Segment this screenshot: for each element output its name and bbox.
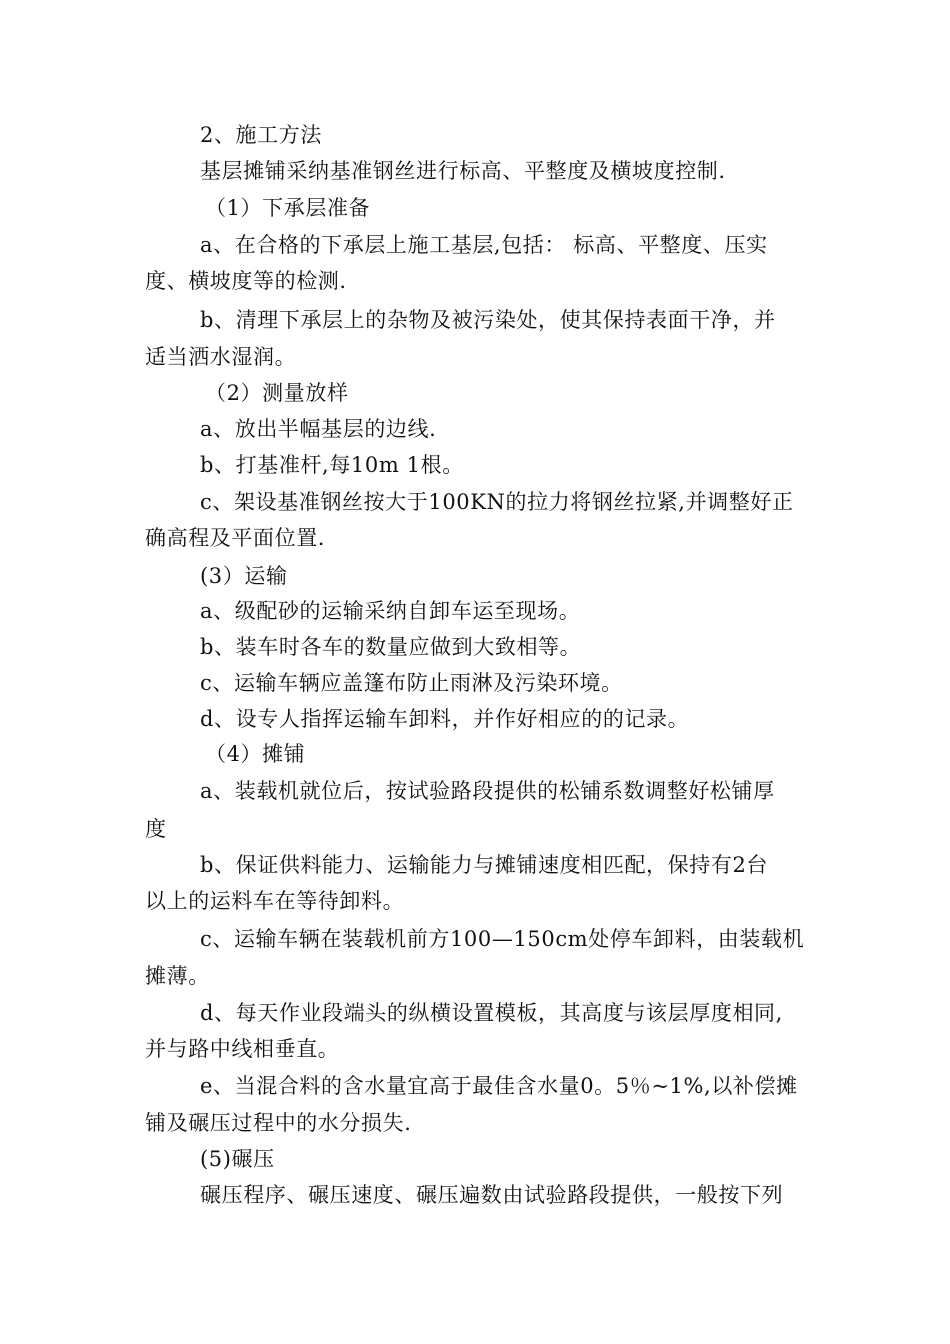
paragraph-line: b、装车时各车的数量应做到大致相等。: [200, 635, 582, 659]
paragraph-line: 度、横坡度等的检测.: [145, 269, 347, 293]
paragraph-line: 并与路中线相垂直。: [145, 1037, 340, 1061]
paragraph-line: e、当混合料的含水量宜高于最佳含水量0。5％~1%,以补偿摊: [200, 1074, 798, 1098]
paragraph-line: c、架设基准钢丝按大于100KN的拉力将钢丝拉紧,并调整好正: [200, 490, 794, 514]
paragraph-line: 铺及碾压过程中的水分损失.: [145, 1111, 412, 1135]
paragraph-line: b、打基准杆,每10m 1根。: [200, 453, 464, 477]
subsection-heading: (3）运输: [200, 564, 288, 588]
paragraph-line: 碾压程序、碾压速度、碾压遍数由试验路段提供，一般按下列: [200, 1183, 784, 1207]
paragraph-line: b、保证供料能力、运输能力与摊铺速度相匹配，保持有2台: [200, 853, 769, 877]
paragraph-line: 基层摊铺采纳基准钢丝进行标高、平整度及横坡度控制.: [200, 159, 726, 183]
paragraph-line: d、设专人指挥运输车卸料，并作好相应的的记录。: [200, 707, 690, 731]
paragraph-line: 以上的运料车在等待卸料。: [145, 889, 405, 913]
paragraph-line: 确高程及平面位置.: [145, 526, 326, 550]
paragraph-line: c、运输车辆在装载机前方100—150cm处停车卸料，由装载机: [200, 927, 805, 951]
paragraph-line: c、运输车辆应盖篷布防止雨淋及污染环境。: [200, 671, 623, 695]
subsection-heading: （1）下承层准备: [205, 196, 371, 220]
section-heading: 2、施工方法: [200, 123, 322, 147]
paragraph-line: a、在合格的下承层上施工基层,包括： 标高、平整度、压实: [200, 233, 768, 257]
paragraph-line: a、放出半幅基层的边线.: [200, 417, 437, 441]
subsection-heading: (5)碾压: [200, 1147, 275, 1171]
paragraph-line: 摊薄。: [145, 964, 210, 988]
subsection-heading: （4）摊铺: [205, 742, 306, 766]
paragraph-line: a、装载机就位后，按试验路段提供的松铺系数调整好松铺厚: [200, 779, 775, 803]
paragraph-line: d、每天作业段端头的纵横设置模板，其高度与该层厚度相同,: [200, 1001, 783, 1025]
paragraph-line: b、清理下承层上的杂物及被污染处，使其保持表面干净，并: [200, 308, 776, 332]
paragraph-line: 度: [145, 817, 167, 841]
paragraph-line: 适当洒水湿润。: [145, 345, 297, 369]
paragraph-line: a、级配砂的运输采纳自卸车运至现场。: [200, 599, 581, 623]
subsection-heading: （2）测量放样: [205, 381, 349, 405]
